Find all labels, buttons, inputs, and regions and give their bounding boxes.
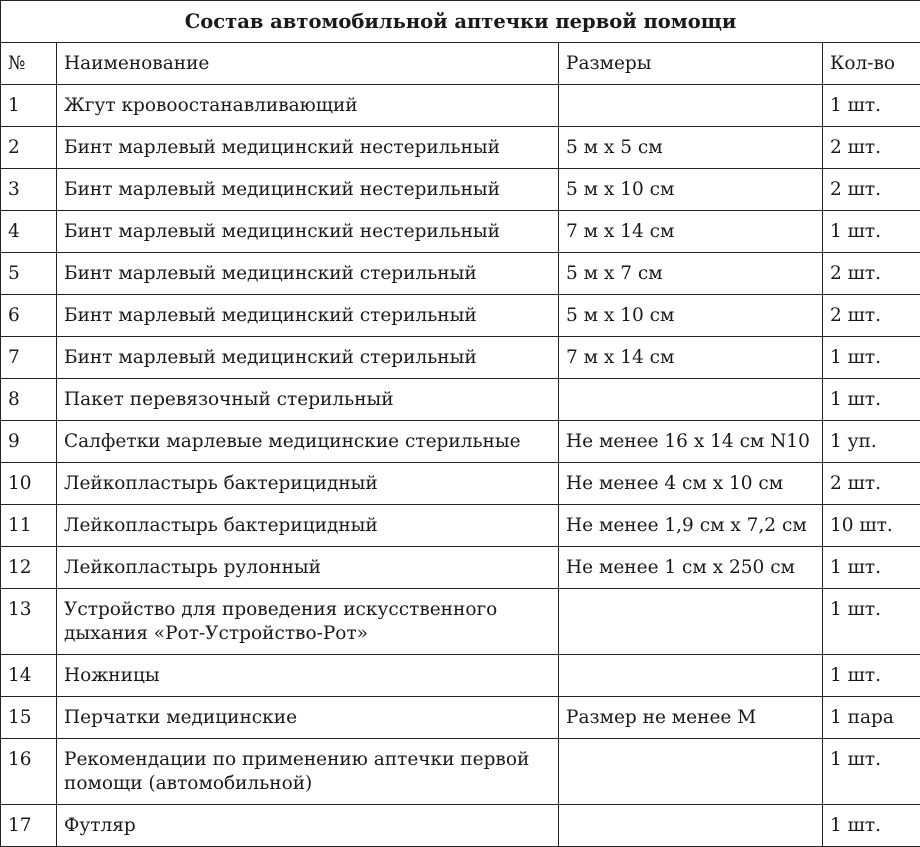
- cell-qty: 1 уп.: [823, 421, 920, 463]
- table-row: [1, 337, 920, 379]
- cell-num: 13: [1, 589, 57, 655]
- table-title: Состав автомобильной аптечки первой помощи: [1, 1, 920, 43]
- cell-size: [559, 379, 823, 421]
- cell-size: [559, 739, 823, 805]
- cell-name: Бинт марлевый медицинский нестерильный: [57, 127, 559, 169]
- cell-num: 1: [1, 85, 57, 127]
- table-row: [1, 547, 920, 589]
- cell-qty: 2 шт.: [823, 127, 920, 169]
- table-row: [1, 421, 920, 463]
- cell-size: [559, 655, 823, 697]
- cell-size: Не менее 4 см х 10 см: [559, 463, 823, 505]
- cell-num: 11: [1, 505, 57, 547]
- cell-name: Лейкопластырь бактерицидный: [57, 505, 559, 547]
- header-num: №: [1, 43, 57, 85]
- cell-qty: 10 шт.: [823, 505, 920, 547]
- table-row: [1, 739, 920, 805]
- header-name: Наименование: [57, 43, 559, 85]
- cell-size: Не менее 1,9 см х 7,2 см: [559, 505, 823, 547]
- cell-name: Перчатки медицинские: [57, 697, 559, 739]
- table-row: [1, 805, 920, 847]
- cell-num: 10: [1, 463, 57, 505]
- cell-num: 2: [1, 127, 57, 169]
- cell-num: 8: [1, 379, 57, 421]
- cell-num: 4: [1, 211, 57, 253]
- cell-num: 9: [1, 421, 57, 463]
- table-row: [1, 655, 920, 697]
- cell-size: 5 м х 10 см: [559, 169, 823, 211]
- cell-qty: 2 шт.: [823, 253, 920, 295]
- cell-num: 7: [1, 337, 57, 379]
- cell-size: 5 м х 7 см: [559, 253, 823, 295]
- cell-num: 16: [1, 739, 57, 805]
- cell-num: 5: [1, 253, 57, 295]
- cell-name: Бинт марлевый медицинский стерильный: [57, 295, 559, 337]
- cell-name: Ножницы: [57, 655, 559, 697]
- table-row: [1, 253, 920, 295]
- cell-qty: 1 шт.: [823, 379, 920, 421]
- cell-qty: 1 шт.: [823, 85, 920, 127]
- cell-name: Салфетки марлевые медицинские стерильные: [57, 421, 559, 463]
- cell-qty: 1 шт.: [823, 337, 920, 379]
- cell-name: Футляр: [57, 805, 559, 847]
- table-row: [1, 127, 920, 169]
- table-row: [1, 169, 920, 211]
- cell-name: Устройство для проведения искусственного дыхания «Рот-Устройство-Рот»: [57, 589, 559, 655]
- table-row: [1, 697, 920, 739]
- cell-qty: 1 шт.: [823, 589, 920, 655]
- cell-num: 12: [1, 547, 57, 589]
- cell-qty: 2 шт.: [823, 295, 920, 337]
- cell-num: 17: [1, 805, 57, 847]
- cell-qty: 1 шт.: [823, 655, 920, 697]
- cell-name: Бинт марлевый медицинский стерильный: [57, 337, 559, 379]
- cell-name: Пакет перевязочный стерильный: [57, 379, 559, 421]
- cell-name: Бинт марлевый медицинский нестерильный: [57, 211, 559, 253]
- cell-name: Рекомендации по применению аптечки первой помощи (автомобильной): [57, 739, 559, 805]
- cell-num: 15: [1, 697, 57, 739]
- cell-size: 5 м х 10 см: [559, 295, 823, 337]
- table-row: [1, 379, 920, 421]
- cell-name: Лейкопластырь рулонный: [57, 547, 559, 589]
- cell-size: Размер не менее М: [559, 697, 823, 739]
- cell-qty: 2 шт.: [823, 463, 920, 505]
- table-row: [1, 85, 920, 127]
- table-body: [1, 85, 920, 847]
- cell-qty: 1 шт.: [823, 547, 920, 589]
- cell-qty: 1 шт.: [823, 211, 920, 253]
- cell-qty: 2 шт.: [823, 169, 920, 211]
- header-row: [1, 43, 920, 85]
- table-row: [1, 295, 920, 337]
- cell-name: Жгут кровоостанавливающий: [57, 85, 559, 127]
- cell-name: Бинт марлевый медицинский стерильный: [57, 253, 559, 295]
- cell-size: [559, 85, 823, 127]
- cell-num: 14: [1, 655, 57, 697]
- cell-qty: 1 пара: [823, 697, 920, 739]
- cell-name: Лейкопластырь бактерицидный: [57, 463, 559, 505]
- cell-size: 7 м х 14 см: [559, 337, 823, 379]
- cell-size: [559, 805, 823, 847]
- header-size: Размеры: [559, 43, 823, 85]
- table-row: [1, 463, 920, 505]
- cell-qty: 1 шт.: [823, 805, 920, 847]
- cell-num: 3: [1, 169, 57, 211]
- cell-size: [559, 589, 823, 655]
- cell-name: Бинт марлевый медицинский нестерильный: [57, 169, 559, 211]
- cell-num: 6: [1, 295, 57, 337]
- cell-size: Не менее 1 см х 250 см: [559, 547, 823, 589]
- cell-qty: 1 шт.: [823, 739, 920, 805]
- cell-size: 5 м х 5 см: [559, 127, 823, 169]
- header-qty: Кол-во: [823, 43, 920, 85]
- table-row: [1, 211, 920, 253]
- cell-size: Не менее 16 х 14 см N10: [559, 421, 823, 463]
- cell-size: 7 м х 14 см: [559, 211, 823, 253]
- title-row: [1, 1, 920, 43]
- table-row: [1, 505, 920, 547]
- table-row: [1, 589, 920, 655]
